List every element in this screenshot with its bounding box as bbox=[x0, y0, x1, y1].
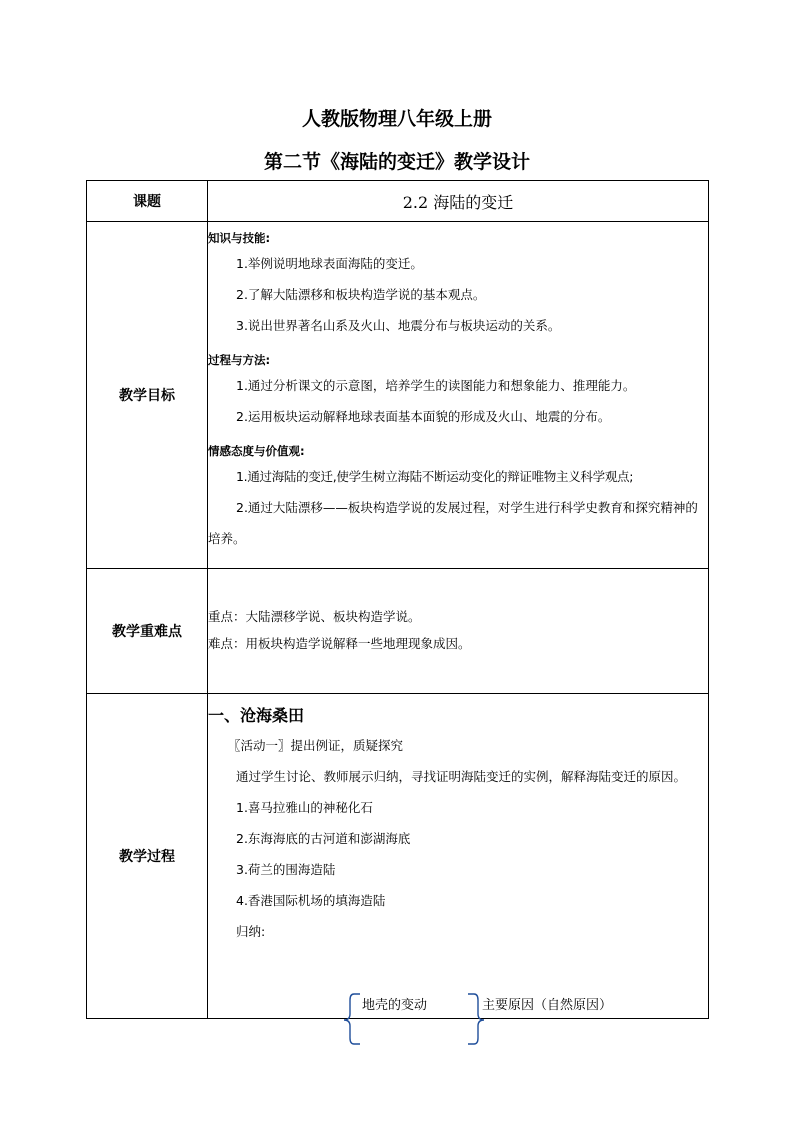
keypoints-row bbox=[87, 569, 709, 694]
topic-label: 课题 bbox=[87, 181, 208, 222]
example-item: 3.荷兰的围海造陆 bbox=[236, 862, 336, 877]
process-cell bbox=[208, 694, 709, 1019]
example-item: 1.喜马拉雅山的神秘化石 bbox=[236, 800, 373, 815]
key-point: 重点：大陆漂移学说、板块构造学说。 bbox=[208, 609, 421, 624]
knowledge-heading: 知识与技能: bbox=[208, 231, 271, 245]
section-title: 一、沧海桑田 bbox=[208, 706, 305, 725]
diagram-left-text: 地壳的变动 bbox=[362, 998, 428, 1013]
emotion-heading: 情感态度与价值观: bbox=[208, 444, 305, 458]
summary-label: 归纳: bbox=[236, 924, 266, 939]
topic-row bbox=[87, 181, 709, 222]
knowledge-item: 1.举例说明地球表面海陆的变迁。 bbox=[236, 256, 423, 271]
objectives-cell bbox=[208, 222, 709, 569]
objectives-label: 教学目标 bbox=[87, 222, 208, 569]
objectives-row bbox=[87, 222, 709, 569]
document-title: 人教版物理八年级上册 bbox=[301, 108, 492, 130]
lesson-plan-table bbox=[86, 180, 709, 1019]
document-subtitle: 第二节《海陆的变迁》教学设计 bbox=[263, 151, 530, 173]
activity-title: 〖活动一〗提出例证，质疑探究 bbox=[228, 738, 404, 753]
emotion-item: 2.通过大陆漂移——板块构造学说的发展过程，对学生进行科学史教育和探究精神的培养。 bbox=[208, 500, 698, 546]
process-row bbox=[87, 694, 709, 1019]
difficult-point: 难点：用板块构造学说解释一些地理现象成因。 bbox=[208, 636, 471, 651]
intro-paragraph: 通过学生讨论、教师展示归纳，寻找证明海陆变迁的实例，解释海陆变迁的原因。 bbox=[236, 769, 687, 784]
process-label: 教学过程 bbox=[87, 694, 208, 1019]
example-item: 4.香港国际机场的填海造陆 bbox=[236, 893, 386, 908]
keypoints-label: 教学重难点 bbox=[87, 569, 208, 694]
keypoints-cell bbox=[208, 569, 709, 694]
knowledge-item: 2.了解大陆漂移和板块构造学说的基本观点。 bbox=[236, 287, 486, 302]
knowledge-item: 3.说出世界著名山系及火山、地震分布与板块运动的关系。 bbox=[236, 318, 561, 333]
process-item: 1.通过分析课文的示意图，培养学生的读图能力和想象能力、推理能力。 bbox=[236, 378, 636, 393]
example-item: 2.东海海底的古河道和澎湖海底 bbox=[236, 831, 411, 846]
process-item: 2.运用板块运动解释地球表面基本面貌的形成及火山、地震的分布。 bbox=[236, 409, 611, 424]
cause-diagram bbox=[340, 990, 640, 1050]
emotion-item: 1.通过海陆的变迁,使学生树立海陆不断运动变化的辩证唯物主义科学观点; bbox=[236, 469, 634, 484]
topic-value: 2.2 海陆的变迁 bbox=[208, 181, 709, 222]
process-heading: 过程与方法: bbox=[208, 353, 271, 367]
diagram-right-text: 主要原因（自然原因） bbox=[482, 998, 613, 1013]
